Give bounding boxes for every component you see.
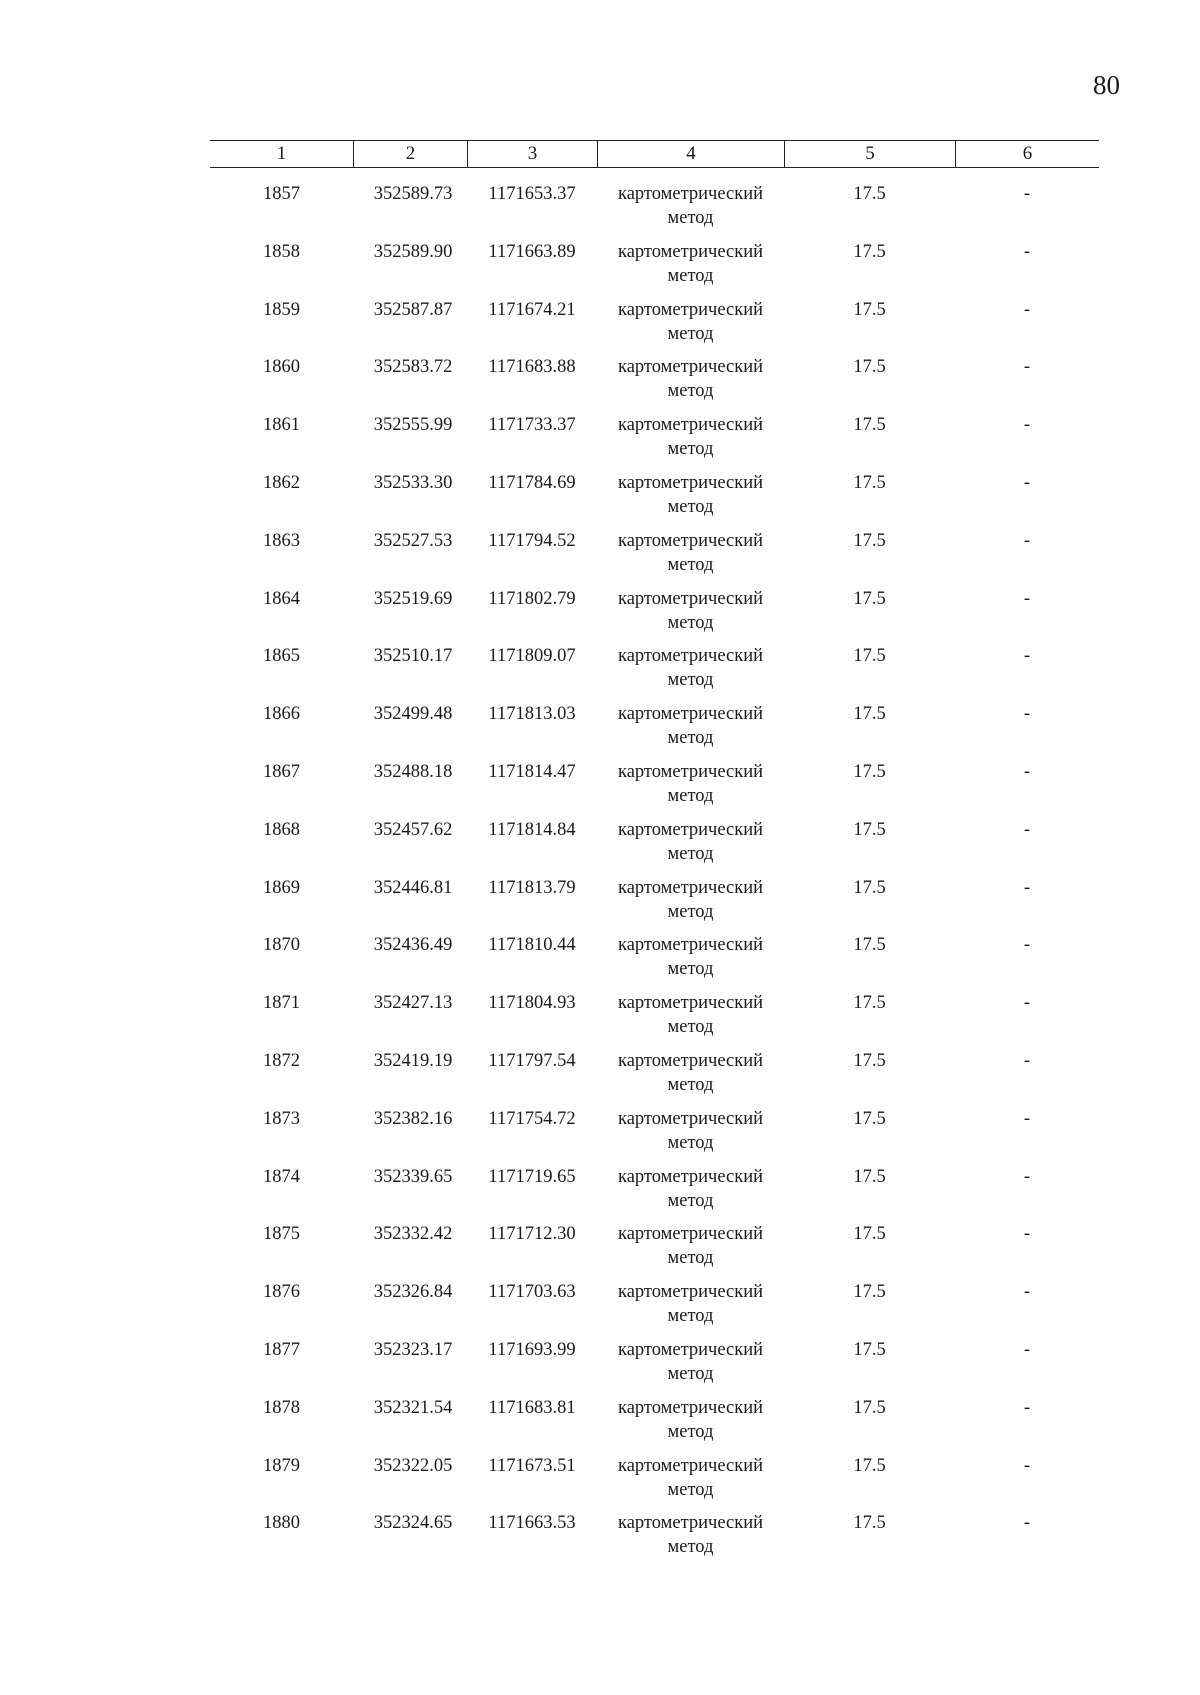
x-coordinate-cell: 352589.90 — [373, 241, 453, 262]
method-cell — [597, 644, 784, 702]
point-number-cell: 1864 — [263, 588, 300, 609]
table-row — [210, 298, 1099, 356]
y-coordinate-cell: 1171754.72 — [488, 1108, 576, 1129]
x-coordinate-cell: 352339.65 — [373, 1166, 453, 1187]
method-line-2: метод — [667, 959, 714, 980]
accuracy-cell: 17.5 — [853, 1108, 886, 1129]
description-cell: - — [1023, 184, 1031, 204]
description-cell: - — [1023, 415, 1031, 436]
method-cell — [597, 1107, 784, 1165]
header-cell-2: 2 — [353, 141, 467, 167]
x-coordinate-cell: 352326.84 — [373, 1282, 453, 1303]
description-cell: - — [1023, 704, 1031, 725]
accuracy-cell: 17.5 — [853, 415, 886, 436]
header-cell-3: 3 — [467, 141, 597, 167]
point-number-cell: 1877 — [263, 1339, 300, 1360]
description-cell: - — [1023, 1282, 1031, 1303]
y-coordinate-cell: 1171813.03 — [488, 704, 576, 725]
method-line-2: метод — [667, 265, 714, 286]
description-cell: - — [1023, 1455, 1031, 1476]
description-cell: - — [1023, 819, 1031, 840]
accuracy-cell: 17.5 — [853, 877, 886, 898]
description-cell: - — [1023, 1050, 1031, 1071]
y-coordinate-cell: 1171813.79 — [488, 877, 576, 898]
method-line-1: картометрический — [617, 1224, 764, 1245]
method-cell — [597, 1454, 784, 1512]
method-cell — [597, 182, 784, 240]
point-number-cell: 1879 — [263, 1455, 300, 1476]
accuracy-cell: 17.5 — [853, 1050, 886, 1071]
x-coordinate-cell: 352519.69 — [373, 588, 453, 609]
method-line-1: картометрический — [617, 1050, 764, 1071]
table-row — [210, 644, 1099, 702]
point-number-cell: 1870 — [263, 935, 300, 956]
description-cell: - — [1023, 1108, 1031, 1129]
method-line-2: метод — [667, 1074, 714, 1095]
table-row — [210, 1280, 1099, 1338]
method-line-2: метод — [667, 843, 714, 864]
y-coordinate-cell: 1171673.51 — [488, 1455, 576, 1476]
method-line-2: метод — [667, 554, 714, 575]
y-coordinate-cell: 1171814.84 — [488, 819, 576, 840]
method-line-1: картометрический — [617, 1108, 764, 1129]
table-row — [210, 1222, 1099, 1280]
table-row — [210, 182, 1099, 240]
x-coordinate-cell: 352382.16 — [373, 1108, 453, 1129]
description-cell: - — [1023, 761, 1031, 782]
x-coordinate-cell: 352589.73 — [373, 184, 453, 204]
table-row — [210, 818, 1099, 876]
method-cell — [597, 818, 784, 876]
method-line-1: картометрический — [617, 704, 764, 725]
method-cell — [597, 413, 784, 471]
description-cell: - — [1023, 1166, 1031, 1187]
table-row — [210, 1165, 1099, 1223]
point-number-cell: 1873 — [263, 1108, 300, 1129]
method-cell — [597, 1396, 784, 1454]
table-row — [210, 991, 1099, 1049]
method-cell — [597, 991, 784, 1049]
table-row — [210, 355, 1099, 413]
y-coordinate-cell: 1171797.54 — [488, 1050, 576, 1071]
method-line-1: картометрический — [617, 1282, 764, 1303]
point-number-cell: 1862 — [263, 472, 300, 493]
accuracy-cell: 17.5 — [853, 184, 886, 204]
y-coordinate-cell: 1171674.21 — [488, 299, 576, 320]
method-line-1: картометрический — [617, 761, 764, 782]
method-line-1: картометрический — [617, 1397, 764, 1418]
method-line-1: картометрический — [617, 184, 764, 204]
y-coordinate-cell: 1171809.07 — [488, 646, 576, 667]
y-coordinate-cell: 1171712.30 — [488, 1224, 576, 1245]
point-number-cell: 1876 — [263, 1282, 300, 1303]
description-cell: - — [1023, 299, 1031, 320]
method-line-1: картометрический — [617, 819, 764, 840]
y-coordinate-cell: 1171693.99 — [488, 1339, 576, 1360]
method-line-1: картометрический — [617, 1339, 764, 1360]
point-number-cell: 1872 — [263, 1050, 300, 1071]
accuracy-cell: 17.5 — [853, 993, 886, 1014]
method-cell — [597, 1280, 784, 1338]
accuracy-cell: 17.5 — [853, 241, 886, 262]
point-number-cell: 1866 — [263, 704, 300, 725]
point-number-cell: 1859 — [263, 299, 300, 320]
y-coordinate-cell: 1171814.47 — [488, 761, 576, 782]
y-coordinate-cell: 1171810.44 — [488, 935, 576, 956]
method-line-1: картометрический — [617, 241, 764, 262]
description-cell: - — [1023, 646, 1031, 667]
accuracy-cell: 17.5 — [853, 1339, 886, 1360]
method-cell — [597, 1165, 784, 1223]
method-line-2: метод — [667, 439, 714, 460]
method-cell — [597, 1511, 784, 1569]
y-coordinate-cell: 1171719.65 — [488, 1166, 576, 1187]
page-number: 80 — [1093, 70, 1120, 100]
table-row — [210, 1396, 1099, 1454]
method-cell — [597, 471, 784, 529]
method-line-2: метод — [667, 612, 714, 633]
method-line-2: метод — [667, 1537, 714, 1558]
method-line-1: картометрический — [617, 357, 764, 378]
description-cell: - — [1023, 530, 1031, 551]
y-coordinate-cell: 1171653.37 — [488, 184, 576, 204]
method-cell — [597, 876, 784, 934]
accuracy-cell: 17.5 — [853, 1455, 886, 1476]
method-line-2: метод — [667, 496, 714, 517]
table-row — [210, 587, 1099, 645]
method-cell — [597, 760, 784, 818]
header-cell-4: 4 — [597, 141, 784, 167]
method-line-2: метод — [667, 1017, 714, 1038]
method-line-1: картометрический — [617, 472, 764, 493]
y-coordinate-cell: 1171784.69 — [488, 472, 576, 493]
method-cell — [597, 587, 784, 645]
method-line-2: метод — [667, 670, 714, 691]
y-coordinate-cell: 1171683.81 — [488, 1397, 576, 1418]
description-cell: - — [1023, 993, 1031, 1014]
accuracy-cell: 17.5 — [853, 704, 886, 725]
table-row — [210, 1454, 1099, 1512]
accuracy-cell: 17.5 — [853, 646, 886, 667]
method-line-2: метод — [667, 901, 714, 922]
description-cell: - — [1023, 357, 1031, 378]
table-row — [210, 702, 1099, 760]
method-line-1: картометрический — [617, 1513, 764, 1534]
method-line-2: метод — [667, 785, 714, 806]
table-row — [210, 760, 1099, 818]
method-cell — [597, 702, 784, 760]
point-number-cell: 1880 — [263, 1513, 300, 1534]
method-line-1: картометрический — [617, 530, 764, 551]
method-line-1: картометрический — [617, 299, 764, 320]
method-line-2: метод — [667, 1306, 714, 1327]
method-cell — [597, 529, 784, 587]
x-coordinate-cell: 352583.72 — [373, 357, 453, 378]
method-cell — [597, 240, 784, 298]
method-cell — [597, 298, 784, 356]
x-coordinate-cell: 352457.62 — [373, 819, 453, 840]
point-number-cell: 1865 — [263, 646, 300, 667]
method-cell — [597, 1338, 784, 1396]
method-line-2: метод — [667, 1132, 714, 1153]
x-coordinate-cell: 352321.54 — [373, 1397, 453, 1418]
method-line-1: картометрический — [617, 415, 764, 436]
point-number-cell: 1858 — [263, 241, 300, 262]
method-line-2: метод — [667, 1363, 714, 1384]
table-row — [210, 1107, 1099, 1165]
point-number-cell: 1871 — [263, 993, 300, 1014]
description-cell: - — [1023, 472, 1031, 493]
method-line-1: картометрический — [617, 993, 764, 1014]
method-cell — [597, 1049, 784, 1107]
table-row — [210, 1049, 1099, 1107]
x-coordinate-cell: 352587.87 — [373, 299, 453, 320]
x-coordinate-cell: 352332.42 — [373, 1224, 453, 1245]
accuracy-cell: 17.5 — [853, 935, 886, 956]
table-body — [210, 182, 1099, 1569]
x-coordinate-cell: 352436.49 — [373, 935, 453, 956]
x-coordinate-cell: 352324.65 — [373, 1513, 453, 1534]
y-coordinate-cell: 1171802.79 — [488, 588, 576, 609]
point-number-cell: 1869 — [263, 877, 300, 898]
method-line-1: картометрический — [617, 588, 764, 609]
point-number-cell: 1874 — [263, 1166, 300, 1187]
description-cell: - — [1023, 935, 1031, 956]
x-coordinate-cell: 352533.30 — [373, 472, 453, 493]
method-line-2: метод — [667, 1190, 714, 1211]
point-number-cell: 1878 — [263, 1397, 300, 1418]
method-line-2: метод — [667, 381, 714, 402]
point-number-cell: 1860 — [263, 357, 300, 378]
method-cell — [597, 355, 784, 413]
description-cell: - — [1023, 877, 1031, 898]
y-coordinate-cell: 1171733.37 — [488, 415, 576, 436]
table-row — [210, 471, 1099, 529]
table-row — [210, 1338, 1099, 1396]
description-cell: - — [1023, 1224, 1031, 1245]
x-coordinate-cell: 352427.13 — [373, 993, 453, 1014]
description-cell: - — [1023, 1397, 1031, 1418]
method-line-2: метод — [667, 323, 714, 344]
point-number-cell: 1863 — [263, 530, 300, 551]
header-cell-6: 6 — [955, 141, 1099, 167]
x-coordinate-cell: 352446.81 — [373, 877, 453, 898]
header-cell-1: 1 — [276, 143, 287, 164]
method-line-2: метод — [667, 208, 714, 228]
table-row — [210, 1511, 1099, 1569]
accuracy-cell: 17.5 — [853, 1282, 886, 1303]
point-number-cell: 1875 — [263, 1224, 300, 1245]
y-coordinate-cell: 1171794.52 — [488, 530, 576, 551]
description-cell: - — [1023, 1339, 1031, 1360]
accuracy-cell: 17.5 — [853, 299, 886, 320]
method-cell — [597, 1222, 784, 1280]
accuracy-cell: 17.5 — [853, 1166, 886, 1187]
accuracy-cell: 17.5 — [853, 1397, 886, 1418]
table-row — [210, 876, 1099, 934]
x-coordinate-cell: 352488.18 — [373, 761, 453, 782]
table-row — [210, 529, 1099, 587]
accuracy-cell: 17.5 — [853, 1513, 886, 1534]
y-coordinate-cell: 1171663.89 — [488, 241, 576, 262]
method-cell — [597, 933, 784, 991]
method-line-2: метод — [667, 1479, 714, 1500]
x-coordinate-cell: 352527.53 — [373, 530, 453, 551]
method-line-1: картометрический — [617, 1455, 764, 1476]
y-coordinate-cell: 1171683.88 — [488, 357, 576, 378]
method-line-1: картометрический — [617, 877, 764, 898]
description-cell: - — [1023, 241, 1031, 262]
method-line-1: картометрический — [617, 1166, 764, 1187]
x-coordinate-cell: 352322.05 — [373, 1455, 453, 1476]
method-line-1: картометрический — [617, 646, 764, 667]
point-number-cell: 1857 — [263, 184, 300, 204]
y-coordinate-cell: 1171804.93 — [488, 993, 576, 1014]
x-coordinate-cell: 352510.17 — [373, 646, 453, 667]
x-coordinate-cell: 352419.19 — [373, 1050, 453, 1071]
header-cell-5: 5 — [784, 141, 955, 167]
description-cell: - — [1023, 588, 1031, 609]
table-row — [210, 933, 1099, 991]
point-number-cell: 1867 — [263, 761, 300, 782]
x-coordinate-cell: 352499.48 — [373, 704, 453, 725]
coordinates-table — [210, 140, 1099, 1569]
y-coordinate-cell: 1171703.63 — [488, 1282, 576, 1303]
accuracy-cell: 17.5 — [853, 761, 886, 782]
accuracy-cell: 17.5 — [853, 1224, 886, 1245]
y-coordinate-cell: 1171663.53 — [488, 1513, 576, 1534]
x-coordinate-cell: 352555.99 — [373, 415, 453, 436]
table-header — [210, 140, 1099, 168]
point-number-cell: 1861 — [263, 415, 300, 436]
accuracy-cell: 17.5 — [853, 472, 886, 493]
method-line-1: картометрический — [617, 935, 764, 956]
method-line-2: метод — [667, 728, 714, 749]
x-coordinate-cell: 352323.17 — [373, 1339, 453, 1360]
method-line-2: метод — [667, 1421, 714, 1442]
accuracy-cell: 17.5 — [853, 357, 886, 378]
accuracy-cell: 17.5 — [853, 530, 886, 551]
table-row — [210, 413, 1099, 471]
table-row — [210, 240, 1099, 298]
accuracy-cell: 17.5 — [853, 588, 886, 609]
accuracy-cell: 17.5 — [853, 819, 886, 840]
description-cell: - — [1023, 1513, 1031, 1534]
point-number-cell: 1868 — [263, 819, 300, 840]
method-line-2: метод — [667, 1248, 714, 1269]
